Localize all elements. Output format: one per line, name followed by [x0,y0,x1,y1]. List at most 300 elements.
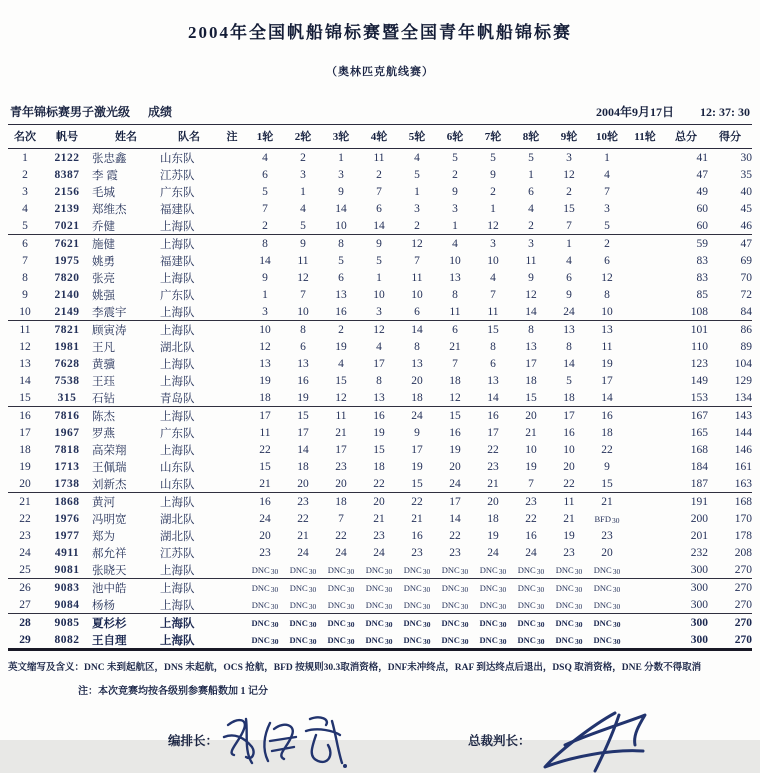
net-score-cell: 40 [740,185,752,198]
race-score-cell: 4 [604,168,610,181]
note-cell [218,458,246,475]
net-score-cell: 129 [734,374,752,387]
sail-number-cell: 9084 [42,596,92,614]
race-score-cell: 1 [414,185,420,198]
note-cell [218,303,246,321]
race-score-cell: 21 [297,529,309,542]
race-score-cell: 19 [335,340,347,353]
race-score-cell: 24 [373,546,385,559]
race-score-cell: 11 [563,495,575,508]
race-score-cell: 22 [525,512,537,525]
race-score-cell: 19 [525,460,537,473]
race-score-cell: 16 [259,495,271,508]
race-score-cell: 12 [297,271,309,284]
race-score-cell: 17 [297,426,309,439]
note-cell [218,372,246,389]
race-score-cell: 4 [452,237,458,250]
race-score-cell: 17 [411,443,423,456]
rank-cell: 26 [19,581,31,594]
name-cell: 王凡 [92,341,115,354]
race-score-cell: 2 [604,237,610,250]
note-cell [218,579,246,597]
race-score-cell: 15 [297,409,309,422]
race-score-cell: 18 [246,389,284,407]
team-cell: 广东队 [160,186,195,199]
net-score-cell: 168 [734,495,752,508]
race-score-cell: 14 [335,202,347,215]
table-row [8,579,752,597]
note-cell [218,252,246,269]
race-score-cell: 23 [335,460,347,473]
rank-cell: 9 [22,288,28,301]
race-score-cell: 6 [604,254,610,267]
net-score-cell: 30 [740,151,752,164]
col-header: 8轮 [512,125,550,149]
net-score-cell: 270 [708,596,752,614]
race-score-cell: DNC30 [365,617,393,629]
col-header: 帆号 [42,125,92,149]
race-score-cell: 4 [528,202,534,215]
net-score-cell: 270 [708,561,752,579]
sail-number-cell: 4911 [54,546,80,559]
net-score-cell: 47 [740,237,752,250]
team-cell: 江苏队 [160,169,195,182]
rank-cell: 4 [22,202,28,215]
race-score-cell: 8 [262,237,268,250]
race-score-cell [626,372,664,389]
rank-cell: 29 [19,633,31,646]
race-score-cell: DNC30 [251,582,279,594]
race-score-cell: 9 [528,271,534,284]
note-cell [218,355,246,372]
race-score-cell: DNC30 [474,561,512,579]
team-cell: 上海队 [160,444,195,457]
total-cell: 300 [664,561,708,579]
sail-number-cell: 7818 [54,443,80,456]
sail-number-cell: 1975 [54,254,80,267]
sail-number-cell: 9085 [54,616,80,629]
race-score-cell: 24 [335,546,347,559]
race-score-cell: 13 [525,340,537,353]
arranger-signature [218,709,348,771]
race-score-cell: 22 [487,443,499,456]
race-score-cell [626,355,664,372]
race-score-cell: DNC30 [284,561,322,579]
race-score-cell: DNC30 [322,596,360,614]
table-row [8,149,752,167]
race-score-cell: 8 [490,340,496,353]
race-score-cell [626,269,664,286]
race-score-cell: 18 [335,495,347,508]
race-score-cell: 2 [398,217,436,235]
race-score-cell: DNC30 [398,596,436,614]
total-cell: 149 [690,374,708,387]
page-subtitle: （奥林匹克航线赛） [326,66,434,78]
race-score-cell: 20 [259,529,271,542]
note-cell [218,561,246,579]
race-score-cell: DNC30 [436,596,474,614]
sail-number-cell: 9083 [54,581,80,594]
note-cell [218,166,246,183]
net-score-cell: 143 [734,409,752,422]
race-score-cell: 3 [528,237,534,250]
race-score-cell [626,614,664,632]
race-score-cell: 3 [414,202,420,215]
race-score-cell [626,579,664,597]
net-score-cell: 170 [734,512,752,525]
race-score-cell: 13 [297,357,309,370]
rank-cell: 27 [8,596,42,614]
race-score-cell: 11 [259,426,271,439]
name-cell: 黄河 [92,496,115,509]
team-cell: 上海队 [160,303,218,321]
race-score-cell: 12 [525,288,537,301]
net-score-cell: 69 [740,254,752,267]
race-score-cell: 12 [259,340,271,353]
race-score-cell: 9 [262,271,268,284]
sail-number-cell: 2140 [54,288,80,301]
net-score-cell: 163 [708,475,752,493]
race-score-cell: 20 [373,495,385,508]
col-header: 7轮 [474,125,512,149]
race-score-cell: BFD30 [594,513,620,525]
sail-number-cell: 1981 [54,340,80,353]
race-score-cell: 14 [360,217,398,235]
name-cell: 张忠鑫 [92,152,127,165]
race-score-cell: 16 [373,409,385,422]
race-score-cell: 21 [601,495,613,508]
race-score-cell: 10 [487,254,499,267]
note-cell [218,527,246,544]
sail-number-cell: 7628 [54,357,80,370]
race-score-cell: 5 [376,254,382,267]
total-cell: 300 [690,633,708,646]
race-score-cell: 14 [588,389,626,407]
race-score-cell: 10 [563,443,575,456]
note-cell [218,286,246,303]
race-score-cell: 11 [474,303,512,321]
race-score-cell: 3 [452,202,458,215]
rank-cell: 18 [19,443,31,456]
sail-number-cell: 2139 [54,202,80,215]
total-cell: 60 [664,217,708,235]
race-score-cell [626,200,664,217]
race-score-cell: 15 [373,443,385,456]
race-score-cell: 15 [449,409,461,422]
race-score-cell: 2 [300,151,306,164]
race-score-cell: 5 [414,168,420,181]
name-cell: 刘新杰 [92,475,160,493]
race-score-cell: 10 [588,303,626,321]
race-score-cell: 21 [373,512,385,525]
race-score-cell: 8 [528,323,534,336]
total-cell: 300 [690,581,708,594]
col-header: 3轮 [322,125,360,149]
sail-number-cell: 1967 [54,426,80,439]
table-row [8,217,752,235]
race-score-cell: DNC30 [555,634,583,646]
race-score-cell: 16 [525,529,537,542]
name-cell: 姚勇 [92,255,115,268]
race-score-cell: 7 [550,217,588,235]
race-score-cell: 7 [300,288,306,301]
race-score-cell: DNC30 [517,582,545,594]
name-cell: 罗燕 [92,427,115,440]
rank-cell: 19 [19,460,31,473]
race-score-cell: DNC30 [593,617,621,629]
rank-cell: 14 [19,374,31,387]
rank-cell: 20 [8,475,42,493]
sail-number-cell: 7821 [54,323,80,336]
team-cell: 上海队 [160,496,195,509]
sail-number-cell: 7816 [54,409,80,422]
race-score-cell: 12 [322,389,360,407]
race-score-cell: DNC30 [246,561,284,579]
race-score-cell: 22 [259,443,271,456]
name-cell: 毛城 [92,186,115,199]
team-cell: 湖北队 [160,341,195,354]
race-score-cell: DNC30 [512,596,550,614]
race-score-cell: DNC30 [593,582,621,594]
name-cell: 杨杨 [92,596,160,614]
race-score-cell: 4 [566,254,572,267]
race-score-cell: 16 [487,409,499,422]
rank-cell: 3 [22,185,28,198]
race-score-cell: 9 [414,426,420,439]
race-score-cell: 12 [436,389,474,407]
race-score-cell: 19 [373,426,385,439]
race-score-cell: DNC30 [403,634,431,646]
name-cell: 郑为 [92,530,115,543]
race-score-cell: 1 [528,168,534,181]
race-score-cell: 17 [601,374,613,387]
race-score-cell: 23 [563,546,575,559]
race-score-cell: 20 [487,495,499,508]
race-score-cell: 1 [376,271,382,284]
col-header: 9轮 [550,125,588,149]
race-score-cell [626,166,664,183]
race-score-cell: 6 [376,202,382,215]
sail-number-cell: 7820 [54,271,80,284]
rank-cell: 25 [8,561,42,579]
race-score-cell: 1 [262,288,268,301]
race-score-cell: 18 [297,460,309,473]
net-score-cell: 72 [740,288,752,301]
race-score-cell: 8 [376,374,382,387]
race-score-cell: 18 [601,426,613,439]
net-score-cell: 270 [734,616,752,629]
race-score-cell: DNC30 [360,561,398,579]
race-score-cell: 10 [322,217,360,235]
race-score-cell: 7 [376,185,382,198]
rank-cell: 8 [22,271,28,284]
race-score-cell: 14 [411,323,423,336]
race-score-cell: 11 [373,151,385,164]
table-row [8,527,752,544]
race-score-cell: 1 [338,151,344,164]
race-score-cell: DNC30 [289,634,317,646]
note-cell [218,631,246,650]
net-score-cell: 208 [734,546,752,559]
table-row [8,269,752,286]
total-cell: 49 [696,185,708,198]
race-score-cell: 1 [490,202,496,215]
net-score-cell: 270 [734,581,752,594]
race-score-cell [626,252,664,269]
table-row [8,424,752,441]
total-cell: 59 [696,237,708,250]
race-score-cell: DNC30 [403,582,431,594]
note-cell [218,321,246,339]
total-cell: 83 [696,254,708,267]
col-header: 10轮 [588,125,626,149]
race-score-cell [626,286,664,303]
table-row [8,510,752,527]
race-score-cell: 11 [335,409,347,422]
race-score-cell: 23 [525,495,537,508]
race-score-cell: DNC30 [512,561,550,579]
total-cell: 41 [696,151,708,164]
race-score-cell: 20 [449,460,461,473]
race-score-cell: DNC30 [289,582,317,594]
race-score-cell: 11 [411,271,423,284]
race-score-cell: 18 [449,374,461,387]
race-score-cell: 17 [449,495,461,508]
race-score-cell: 13 [449,271,461,284]
table-row [8,407,752,425]
total-cell: 108 [664,303,708,321]
team-cell: 广东队 [160,427,195,440]
rank-cell: 16 [19,409,31,422]
race-score-cell: 6 [338,271,344,284]
race-score-cell: 24 [259,512,271,525]
net-score-cell: 104 [734,357,752,370]
race-score-cell: 9 [376,237,382,250]
race-score-cell: 11 [525,254,537,267]
total-cell: 110 [691,340,708,353]
name-cell: 池中皓 [92,582,127,595]
race-score-cell: 13 [411,357,423,370]
col-header: 6轮 [436,125,474,149]
col-header: 名次 [8,125,42,149]
race-score-cell: 18 [398,389,436,407]
race-score-cell: 23 [259,546,271,559]
race-score-cell: DNC30 [550,596,588,614]
race-score-cell: 19 [259,374,271,387]
race-score-cell: DNC30 [251,634,279,646]
team-cell: 上海队 [160,634,195,647]
race-score-cell: 16 [322,303,360,321]
sail-number-cell: 9081 [42,561,92,579]
total-cell: 300 [664,596,708,614]
race-score-cell [626,527,664,544]
race-score-cell [626,338,664,355]
race-score-cell [626,475,664,493]
name-cell: 乔健 [92,217,160,235]
sail-number-cell: 1868 [54,495,80,508]
col-header: 1轮 [246,125,284,149]
race-score-cell: 9 [490,168,496,181]
race-score-cell: 3 [490,237,496,250]
net-score-cell: 161 [734,460,752,473]
race-score-cell: 17 [525,357,537,370]
race-score-cell: 20 [411,374,423,387]
rank-cell: 11 [19,323,31,336]
race-score-cell: 18 [487,512,499,525]
table-row [8,166,752,183]
race-score-cell: DNC30 [327,617,355,629]
race-score-cell: 10 [284,303,322,321]
net-score-cell: 46 [708,217,752,235]
name-cell: 顾寅涛 [92,324,127,337]
rank-cell: 15 [8,389,42,407]
report-time: 12: 37: 30 [700,105,750,119]
race-score-cell: 11 [601,340,613,353]
race-score-cell: 15 [398,475,436,493]
race-score-cell: DNC30 [360,596,398,614]
race-score-cell: 5 [338,254,344,267]
race-score-cell [626,321,664,339]
race-score-cell: 1 [566,237,572,250]
race-score-cell: 8 [414,340,420,353]
total-cell: 201 [690,529,708,542]
race-score-cell: 4 [300,202,306,215]
race-score-cell: 18 [525,374,537,387]
name-cell: 李震宇 [92,303,160,321]
race-score-cell: 17 [563,409,575,422]
name-cell: 张亮 [92,272,115,285]
race-score-cell: 2 [376,168,382,181]
race-score-cell: 14 [474,389,512,407]
race-score-cell: 19 [601,357,613,370]
total-cell: 187 [664,475,708,493]
race-score-cell [626,631,664,650]
race-score-cell: DNC30 [289,617,317,629]
rank-cell: 1 [22,151,28,164]
race-score-cell: DNC30 [441,634,469,646]
race-score-cell: 16 [411,529,423,542]
total-cell: 123 [690,357,708,370]
race-score-cell [626,458,664,475]
race-score-cell: 13 [563,323,575,336]
note-cell [218,407,246,425]
table-row [8,614,752,632]
total-cell: 167 [690,409,708,422]
note-cell [218,614,246,632]
rank-cell: 7 [22,254,28,267]
race-score-cell: DNC30 [246,596,284,614]
rank-cell: 5 [8,217,42,235]
race-score-cell: 21 [335,426,347,439]
race-score-cell: DNC30 [398,561,436,579]
rank-cell: 24 [19,546,31,559]
rank-cell: 13 [19,357,31,370]
race-score-cell: 24 [297,546,309,559]
race-score-cell: DNC30 [403,617,431,629]
race-score-cell: 10 [259,323,271,336]
table-row [8,252,752,269]
table-row [8,561,752,579]
race-score-cell: 2 [338,323,344,336]
race-score-cell [626,407,664,425]
race-score-cell: 1 [300,185,306,198]
arranger-label: 编排长： [168,734,219,748]
race-score-cell: 3 [338,168,344,181]
net-score-cell: 84 [708,303,752,321]
race-score-cell: 14 [259,254,271,267]
race-score-cell [626,183,664,200]
rank-cell: 28 [19,616,31,629]
